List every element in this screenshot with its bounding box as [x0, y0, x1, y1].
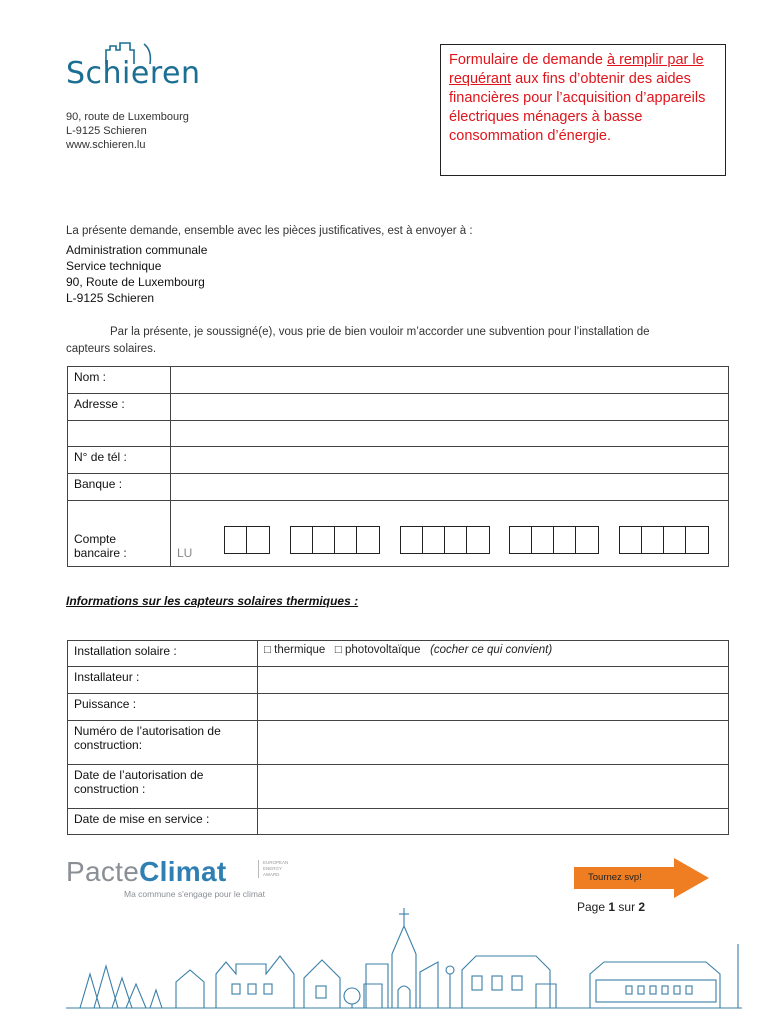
municipality-logo — [66, 40, 226, 100]
name-field[interactable] — [171, 367, 729, 394]
installation-label: Installation solaire : — [68, 641, 258, 667]
solar-info-table — [67, 640, 729, 835]
solar-section-title: Informations sur les capteurs solaires thermiques : — [66, 594, 359, 608]
bank-label: Banque : — [68, 474, 171, 501]
recipient-line: Service technique — [66, 259, 162, 273]
pacte-climat-logo: PacteClimat Ma commune s'engage pour le climat — [66, 856, 265, 899]
recipient-address — [66, 242, 207, 306]
iban-digit-group[interactable] — [509, 526, 599, 554]
name-label: Nom : — [68, 367, 171, 394]
address-field-2[interactable] — [171, 421, 729, 447]
send-to-text: La présente demande, ensemble avec les pièces justificatives, est à envoyer à : — [66, 225, 473, 237]
request-paragraph — [66, 324, 736, 358]
permit-number-field[interactable] — [258, 721, 729, 765]
bank-field[interactable] — [171, 474, 729, 501]
turn-page-label: Tournez svp! — [588, 872, 642, 883]
installer-field[interactable] — [258, 667, 729, 694]
iban-digit-group[interactable] — [290, 526, 380, 554]
installer-label: Installateur : — [68, 667, 258, 694]
iban-check-digits[interactable] — [224, 526, 270, 554]
phone-field[interactable] — [171, 447, 729, 474]
address-line-1: 90, route de Luxembourg — [66, 111, 189, 123]
account-label: Compte bancaire : — [68, 501, 171, 567]
logo-wordmark: Schieren — [66, 56, 201, 91]
request-line-2: capteurs solaires. — [66, 343, 157, 355]
service-date-field[interactable] — [258, 809, 729, 835]
iban-prefix: LU — [177, 546, 193, 560]
thermal-checkbox[interactable]: □ thermique — [264, 644, 326, 656]
form-notice-box — [440, 44, 726, 176]
request-line-1: Par la présente, je soussigné(e), vous prie de bien vouloir m’accorder une subvention pour l’installation de — [110, 326, 650, 338]
municipality-address — [66, 110, 189, 152]
address-field-1[interactable] — [171, 394, 729, 421]
address-label: Adresse : — [68, 394, 171, 421]
address-line-2: L-9125 Schieren — [66, 125, 147, 137]
photovoltaic-checkbox[interactable]: □ photovoltaïque — [334, 644, 421, 656]
phone-label: N° de tél : — [68, 447, 171, 474]
permit-date-field[interactable] — [258, 765, 729, 809]
service-date-label: Date de mise en service : — [68, 809, 258, 835]
power-field[interactable] — [258, 694, 729, 721]
page-number: Page 1 sur 2 — [577, 900, 646, 914]
permit-date-label: Date de l’autorisation de construction : — [68, 765, 258, 809]
address-label-continued — [68, 421, 171, 447]
recipient-line: Administration communale — [66, 243, 208, 257]
power-label: Puissance : — [68, 694, 258, 721]
form-notice-text: Formulaire de demande à remplir par le requérant aux fins d’obtenir des aides financières pour l’acquisition d’appareils électriques ménagers à basse consommation d’énergie. — [449, 52, 706, 144]
permit-number-label: Numéro de l’autorisation de construction: — [68, 721, 258, 765]
village-skyline-illustration — [66, 904, 746, 1014]
recipient-line: L-9125 Schieren — [66, 291, 155, 305]
website-link[interactable]: www.schieren.lu — [66, 139, 146, 151]
eea-label: EUROPEAN ENERGY AWARD — [258, 860, 299, 878]
installation-options — [258, 641, 729, 667]
iban-digit-group[interactable] — [619, 526, 709, 554]
iban-digit-group[interactable] — [400, 526, 490, 554]
pacte-tagline: Ma commune s'engage pour le climat — [124, 889, 265, 899]
recipient-line: 90, Route de Luxembourg — [66, 275, 205, 289]
option-hint: (cocher ce qui convient) — [430, 644, 553, 656]
